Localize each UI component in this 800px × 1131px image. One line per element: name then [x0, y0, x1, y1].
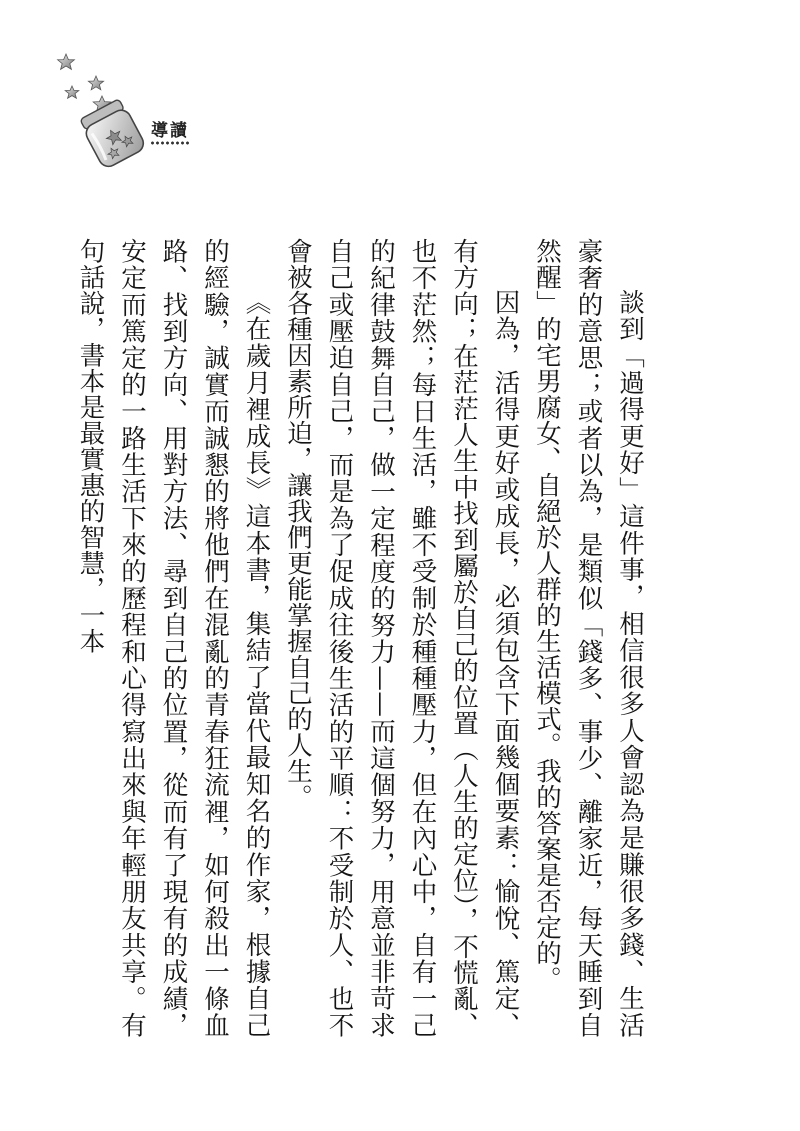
- star-jar-icon: [52, 48, 212, 168]
- star-icon: [65, 86, 79, 98]
- paragraph: 談到「過得更好」這件事，相信很多人會認為是賺很多錢、生活豪奢的意思；或者以為，是類似「錢多、事少、離家近，每天睡到自然醒」的宅男腐女、自絕於人群的生活模式。我的答案是否定的。: [532, 238, 645, 1038]
- star-icon: [88, 76, 103, 90]
- paragraph: 《在歲月裡成長》這本書，集結了當代最知名的作家，根據自己的經驗，誠實而誠懇的將他們在混亂的青春狂流裡，如何殺出一條血路、找到方向、用對方法、尋到自己的位置，從而有了現有的成績，安定而篤定的一路生活下來的歷程和心得寫出來與年輕朋友共享。有句話說，書本是最實惠的智慧，一本: [75, 238, 272, 1038]
- page-header: [52, 48, 212, 168]
- body-text: [69, 238, 650, 1038]
- dotted-underline: [150, 141, 190, 145]
- paragraph: 因為，活得更好或成長，必須包含下面幾個要素：愉悅、篤定、有方向；在茫茫人生中找到屬於自己的位置（人生的定位），不慌亂、也不茫然；每日生活，雖不受制於種種壓力，但在內心中，自有一己的紀律鼓舞自己，做一定程度的努力——而這個努力，用意並非苛求自己或壓迫自己，而是為了促成往後生活的平順：不受制於人、也不會被各種因素所迫，讓我們更能掌握自己的人生。: [283, 238, 521, 1038]
- star-icon: [58, 54, 75, 69]
- section-label: 導讀: [151, 121, 189, 141]
